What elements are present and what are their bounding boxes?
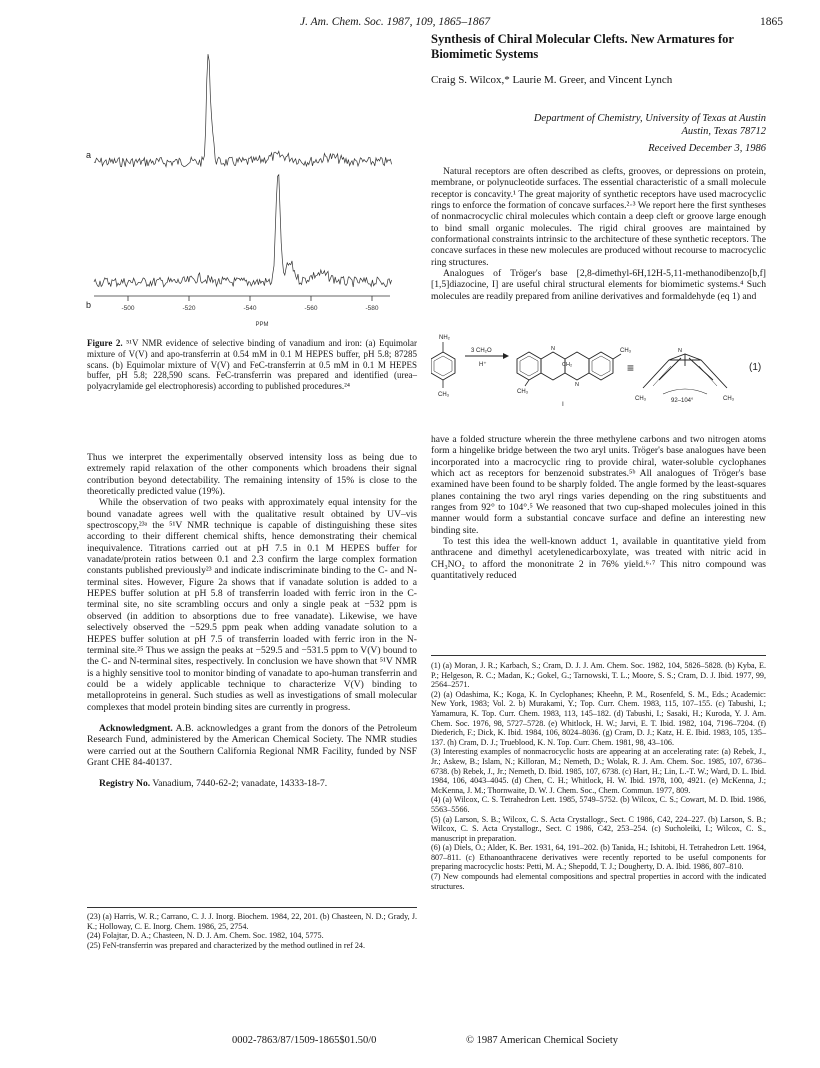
acid-label: H⁺ bbox=[479, 362, 487, 368]
right-paragraph-3: have a folded structure wherein the three methylene carbons and two nitrogen atoms form a hingelike bridge between the two aryl units. Tröger's base analogues have been incorporated into a macrocyclic ring to provide chiral, water-soluble cyclophanes which act as receptors for benzenoid substrates.⁵ᵇ All analogues of Tröger's base examined have been found to be sharply folded. The angle formed by the least-squares planes containing the two aryl rings varies depending on the ring substituents and ranges from 92° to 104°.⁵ We reasoned that two cup-shaped molecules joined in this manner would form a substantial concave surface and define an interesting new binding site. bbox=[431, 434, 766, 536]
caption-label: Figure 2. bbox=[87, 338, 123, 348]
axis-tick-label: -540 bbox=[243, 305, 257, 312]
trace-a-label: a bbox=[86, 150, 92, 160]
right-column-body-bottom bbox=[431, 434, 766, 581]
footer-copyright: © 1987 American Chemical Society bbox=[466, 1035, 619, 1046]
page-number: 1865 bbox=[760, 16, 783, 28]
folded-ch3-right: CH₃ bbox=[723, 396, 735, 402]
equation-number: (1) bbox=[749, 362, 762, 373]
fold-angle-label: 92–104° bbox=[671, 398, 694, 404]
footer-code: 0002-7863/87/1509-1865$01.50/0 bbox=[232, 1035, 377, 1046]
reagent-label: 3 CH₂O bbox=[471, 348, 492, 354]
registry-label: Registry No. bbox=[99, 778, 151, 790]
article-authors: Craig S. Wilcox,* Laurie M. Greer, and Vincent Lynch bbox=[431, 74, 673, 86]
received-date: Received December 3, 1986 bbox=[648, 143, 766, 154]
right-paragraph-1: Natural receptors are often described as clefts, grooves, or depressions on protein, membrane, or polynucleotide surfaces. The essential characteristic of a small molecule receptor is concavity.¹ The great majority of synthetic receptors have used macrocyclic rings to enforce the formation of concave surfaces.²·³ We report here the first syntheses of nonmacrocyclic chiral molecules which contain a deep cleft or groove large enough to bind small organic molecules. The rigid chiral grooves are maintained by conformational constraints intrinsic to the architecture of these synthetic receptors. The concave surfaces in these new molecules are produced without recourse to macrocyclic ring structures. bbox=[431, 166, 766, 268]
right-footnotes bbox=[431, 661, 766, 891]
aniline-ch3-label: CH₃ bbox=[438, 392, 450, 398]
registry-numbers bbox=[87, 778, 417, 789]
ppm-axis-ticks bbox=[121, 296, 378, 312]
caption-text: ⁵¹V NMR evidence of selective binding of vanadium and iron: (a) Equimolar mixture of V(V) and apo-transferrin at 0.54 mM in 0.1 M HEPES buffer, pH 5.8; 87285 scans. (b) Equimolar mixture of V(V) and FeC-transferrin at 0.5 mM in 0.1 M HEPES buffer, pH 5.8; 228,590 scans. FeC-transferrin was prepared and identified (urea–polyacrylamide gel electrophoresis) according to published procedures.²⁴ bbox=[87, 338, 417, 392]
footnote-5: (5) (a) Larson, S. B.; Wilcox, C. S. Acta Crystallogr., Sect. C 1986, C42, 224–227. (b) Larson, S. B.; Wilcox, C. S. Acta Crystallogr., Sect. C 1986, C42, 253–254. (c) Sucholeiki, I.; Wilcox, C. S., manuscript in preparation. bbox=[431, 814, 766, 843]
affiliation-line-1: Department of Chemistry, University of Texas at Austin bbox=[533, 113, 766, 124]
axis-tick-label: -580 bbox=[365, 305, 379, 312]
spectrum-trace-b bbox=[94, 175, 392, 287]
footnote-25: (25) FeN-transferrin was prepared and characterized by the method outlined in ref 24. bbox=[87, 940, 365, 950]
footnote-1: (1) (a) Moran, J. R.; Karbach, S.; Cram, D. J. J. Am. Chem. Soc. 1982, 104, 5826–5828. (b) Kyba, E. P.; Helgeson, R. C.; Madan, K.; Gokel, G.; Tarnowski, T. L.; Moore, S. S.; Cram, D. J. Ibid. 1977, 99, 2564–2571. bbox=[431, 661, 766, 690]
affiliation bbox=[431, 112, 766, 138]
compound-I-label: I bbox=[562, 401, 564, 408]
svg-text:N: N bbox=[551, 346, 555, 352]
equivalence-sign: ≡ bbox=[627, 361, 635, 375]
footnote-3: (3) Interesting examples of nonmacrocyclic hosts are appearing at an accelerating rate: (a) Rebek, J., Jr.; Askew, B.; Islam, N.; Killoran, M.; Nemeth, D.; Wolak, R. J. Am. Chem. Soc. 1985, 107, 6736–6738. (b) Rebek, J., Jr.; Nemeth, D. Ibid. 1985, 107, 6738. (c) Hart, H.; Lin, L.-T. W.; Ward, D. L. Ibid. 1984, 106, 4043–4045. (d) Chen, C. H.; Whitlock, H. W. Ibid. 1978, 100, 4921. (e) McKenna, J.; McKenna, J. M.; Thornwaite, D. W. J. Chem. Soc., Chem. Commun. 1977, 809. bbox=[431, 747, 766, 795]
axis-tick-label: -520 bbox=[182, 305, 196, 312]
left-footnote-rule bbox=[87, 907, 417, 908]
acknowledgment-text: A.B. acknowledges a grant from the donors of the Petroleum Research Fund, administered by the American Chemical Society. The NMR studies were carried out at the Southern California Regional NMR Facility, funded by NSF Grant CHE 84-40137. bbox=[87, 722, 417, 768]
left-paragraph-2: While the observation of two peaks with approximately equal intensity for the bound vanadate agrees well with the qualitative result obtained by UV–vis spectroscopy,²³ᵃ the ⁵¹V NMR technique is capable of distinguishing these sites according to their different chemical shifts, hence demonstrating their chemical inequivalence. Titrations carried out at pH 7.5 in 0.1 M HEPES buffer for vanadate/protein ratios between 0.1 and 2.3 confirm the large complex formation constants published previously²³ and indicate indiscriminate binding to the C- and N-terminal sites. However, Figure 2a shows that if vanadate solution is added to a HEPES buffer solution at pH 5.8 of transferrin loaded with ferric iron in the C-terminal site, no site scrambling occurs and only a single peak at −532 ppm is observed (in addition to absorptions due to free vanadate). Likewise, we have selectively observed the −529.5 ppm peak when adding vanadate solution to a HEPES buffer solution at pH 7.5 of transferrin loaded with ferric iron in the N-terminal site.²⁵ Thus we assign the peaks at −529.5 and −531.5 ppm to V(V) bound to the C- and N-terminal sites, respectively. In conclusion we have shown that ⁵¹V NMR is a highly sensitive tool to monitor binding of vanadate to apo-human transferrin and could be a widely applicable technique to characterize V(V) binding to metalloproteins in general. Such studies as well as investigations of small molecular complexes that model protein binding sites are currently in progress. bbox=[87, 497, 417, 713]
left-column-body bbox=[87, 452, 417, 790]
left-paragraph-1: Thus we interpret the experimentally observed intensity loss as being due to extremely rapid relaxation of the other components which broadens their signal contribution beyond detectability. The remaining intensity of 15% is close to the theoretically predicted value (19%). bbox=[87, 452, 417, 498]
right-column-body-top bbox=[431, 166, 766, 302]
axis-tick-label: -500 bbox=[121, 305, 135, 312]
folded-ch3-left: CH₃ bbox=[635, 396, 647, 402]
footnote-7: (7) New compounds had elemental compositions and spectral properties in accord with the indicated structures. bbox=[431, 872, 766, 891]
svg-text:CH₂: CH₂ bbox=[562, 362, 573, 368]
right-footnote-rule bbox=[431, 655, 766, 656]
axis-unit-label: PPM bbox=[255, 322, 269, 328]
figure-caption bbox=[87, 338, 417, 392]
spectrum-trace-a bbox=[94, 54, 392, 167]
registry-text: Vanadium, 7440-62-2; vanadate, 14333-18-7. bbox=[152, 778, 328, 790]
footnote-6: (6) (a) Diels, O.; Alder, K. Ber. 1931, 64, 191–202. (b) Tanida, H.; Ishitobi, H. Tetrahedron Lett. 1964, 807–811. (c) Ethanoanthracene derivatives were recently reported to be useful components for preparing macrocyclic hosts: Petti, M. A.; Shepodd, T. J.; Dougherty, D. A. Ibid. 1986, 807–810. bbox=[431, 843, 766, 872]
fold-angle-arc bbox=[663, 389, 707, 394]
right-paragraph-2: Analogues of Tröger's base [2,8-dimethyl-6H,12H-5,11-methanodibenzo[b,f][1,5]diazocine, I] are useful chiral structural elements for biomimetic systems.⁴ Such molecules are readily prepared from aniline derivatives and formaldehyde (eq 1) and bbox=[431, 268, 766, 302]
footnote-24: (24) Folajtar, D. A.; Chasteen, N. D. J. Am. Chem. Soc. 1982, 104, 5775. bbox=[87, 931, 324, 941]
troger-ch3-right: CH₃ bbox=[620, 348, 632, 354]
footnote-23: (23) (a) Harris, W. R.; Carrano, C. J. J. Inorg. Biochem. 1984, 22, 201. (b) Chasteen, N. D.; Grady, J. K.; Holloway, C. E. Inorg. Chem. 1986, 25, 2754. bbox=[87, 912, 417, 931]
running-header: J. Am. Chem. Soc. 1987, 109, 1865–1867 bbox=[300, 16, 491, 28]
acknowledgment-label: Acknowledgment. bbox=[99, 722, 173, 734]
aniline-nh2-label: NH₂ bbox=[439, 335, 450, 341]
nmr-spectra-figure bbox=[80, 40, 410, 340]
left-footnotes bbox=[87, 912, 417, 950]
right-paragraph-4: To test this idea the well-known adduct 1, available in quantitative yield from anthracene and dimethyl acetylenedicarboxylate, was treated with nitric acid in CH₃NO₂ to afford the mononitrate 2 in 76% yield.⁶·⁷ This nitro compound was quantitatively reduced bbox=[431, 536, 766, 582]
svg-text:N: N bbox=[575, 382, 579, 388]
equation-1-scheme bbox=[431, 330, 771, 420]
troger-ch3-left: CH₃ bbox=[517, 389, 529, 395]
affiliation-line-2: Austin, Texas 78712 bbox=[681, 126, 766, 137]
article-title: Synthesis of Chiral Molecular Clefts. New Armatures for Biomimetic Systems bbox=[431, 32, 734, 61]
svg-text:N: N bbox=[678, 348, 682, 354]
axis-tick-label: -560 bbox=[304, 305, 318, 312]
footnote-4: (4) (a) Wilcox, C. S. Tetrahedron Lett. 1985, 5749–5752. (b) Wilcox, C. S.; Cowart, M. D. Ibid. 1986, 5563–5566. bbox=[431, 795, 766, 814]
footnote-2: (2) (a) Odashima, K.; Koga, K. In Cyclophanes; Kheehn, P. M., Rosenfeld, S. M., Eds.; Academic: New York, 1983; Vol. 2. b) Murakami, Y.; Top. Curr. Chem. 1983, 115, 107–155. (c) Tabushi, I.; Yamamura, K. Top. Curr. Chem. 1983, 113, 145–182. (d) Tabushi, I.; Sasaki, H.; Kuroda, Y. J. Am. Chem. Soc. 1976, 98, 5727–5728. (e) Whitlock, H. W.; Jarvi, E. T. Ibid. 1982, 104, 7196–7204. (f) Diederich, F.; Dick, K. Ibid. 1984, 106, 8024–8036. (g) Cram, D. J.; Katz, H. E. Ibid. 1983, 105, 135–137. (h) Cram, D. J.; Trueblood, K. N. Top. Curr. Chem. 1981, 98, 43–106. bbox=[431, 689, 766, 747]
trace-b-label: b bbox=[86, 300, 92, 310]
acknowledgment bbox=[87, 723, 417, 768]
